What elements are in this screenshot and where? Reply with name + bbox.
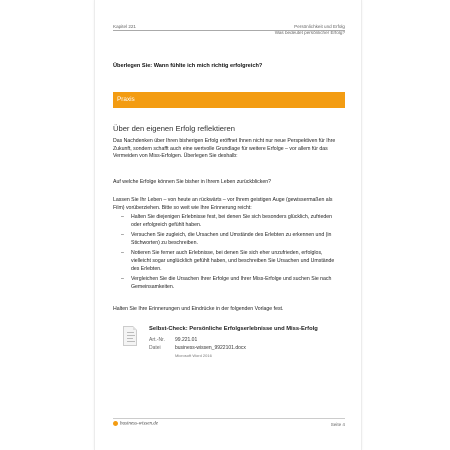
selfcheck-title[interactable]: Selbst-Check: Persönliche Erfolgserlebnisse und Miss-Erfolg [149, 326, 318, 332]
header-chapter: Kapitel 221 [113, 24, 136, 29]
paragraph-prompt: Auf welche Erfolge können Sie bisher in Ihrem Leben zurückblicken? [113, 179, 272, 185]
header-subsection: Was bedeutet persönlicher Erfolg? [274, 30, 345, 35]
section-title: Über den eigenen Erfolg reflektieren [113, 124, 235, 133]
document-page [94, 0, 362, 450]
paragraph-closing: Halten Sie Ihre Erinnerungen und Eindrücke in der folgenden Vorlage fest. [113, 306, 284, 312]
list-item: – Notieren Sie ferner auch Erlebnisse, bei denen Sie sich eher unzufrieden, erfolglos, vielleicht sogar unglücklich gefühlt haben, und beschreiben Sie Ursachen und Umstände des Erlebten. [121, 250, 335, 272]
selfcheck-app-version: Microsoft Word 2016 [175, 353, 212, 358]
paragraph-intro: Das Nachdenken über Ihren bisherigen Erfolg eröffnet Ihnen nicht nur neue Perspektiven für Ihre Zukunft, sondern schafft auch eine wertvolle Grundlage für weitere Erfolge – vor allem für das Vermeiden von Miss-Erfolgen. Überlegen Sie deshalb: [113, 138, 336, 160]
footer-logo [113, 421, 158, 427]
dash-marker: – [121, 250, 124, 257]
reflection-question: Überlegen Sie: Wann fühlte ich mich richtig erfolgreich? [113, 63, 263, 69]
file-name-value: business-wissen_9922101.docx [175, 345, 246, 351]
dash-marker: – [121, 214, 124, 220]
file-label: Datei [149, 345, 161, 351]
list-item: – Halten Sie diejenigen Erlebnisse fest, bei denen Sie sich besonders glücklich, zufrieden oder erfolgreich gefühlt haben. [121, 214, 332, 228]
header-section: Persönlichkeit und Erfolg [294, 24, 345, 29]
praxis-banner [113, 92, 345, 108]
selfcheck-article-row [149, 337, 197, 343]
dash-marker: – [121, 276, 124, 283]
footer-divider [113, 418, 345, 419]
footer-logo-text: business-wissen.de [120, 421, 158, 427]
header-divider [113, 30, 345, 31]
page-number: Seite 4 [330, 422, 345, 427]
dash-marker: – [121, 232, 124, 239]
selfcheck-file-row [149, 345, 246, 351]
praxis-label: Praxis [117, 96, 135, 103]
logo-dot-icon [113, 421, 118, 426]
instruction-list [121, 214, 343, 294]
article-number-value: 99.221.01 [175, 337, 198, 343]
document-file-icon[interactable] [123, 326, 137, 346]
list-item: – Vergleichen Sie die Ursachen Ihrer Erfolge und Ihrer Miss-Erfolge und suchen Sie nach Gemeinsamkeiten. [121, 276, 332, 290]
list-item: – Versuchen Sie zugleich, die Ursachen und Umstände des Erlebten zu erkennen und (in Stichworten) zu beschreiben. [121, 232, 332, 246]
paragraph-film: Lassen Sie Ihr Leben – von heute an rückwärts – vor Ihrem geistigen Auge (gewissermaßen als Film) vorüberziehen. Bitte so weit wie Ihre Erinnerung reicht: [113, 197, 333, 211]
article-number-label: Art.-Nr. [149, 337, 165, 343]
